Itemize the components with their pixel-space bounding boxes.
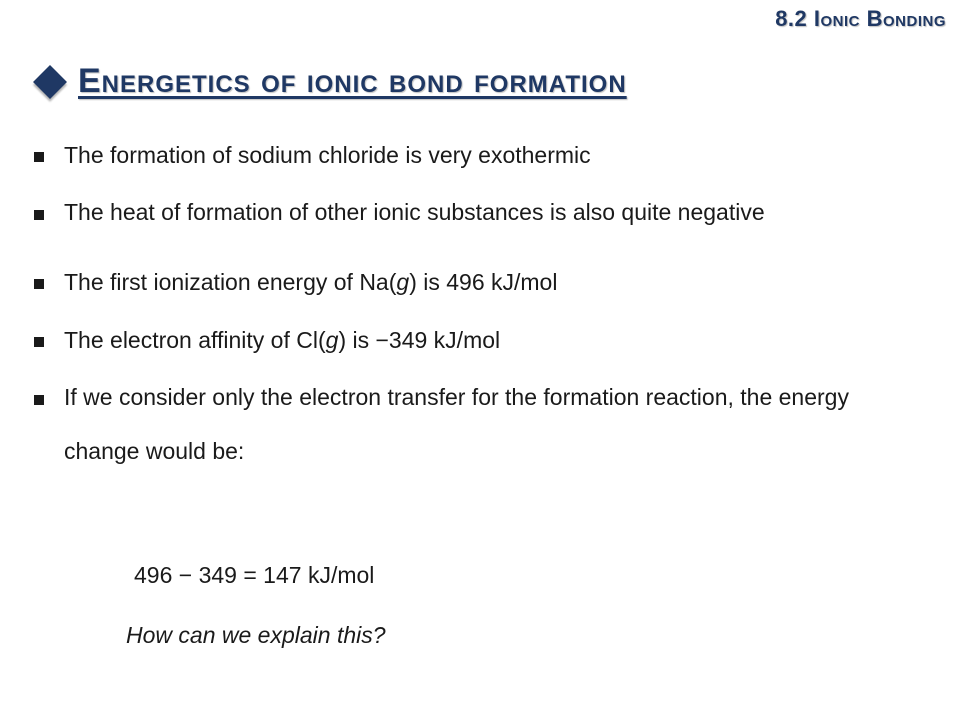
bullet-item [34,267,924,297]
section-label: 8.2 Ionic Bonding [775,6,946,31]
bullet-text: The first ionization energy of Na(g) is 496 kJ/mol [64,269,558,295]
bullet-item [34,325,924,355]
bullet-text: The heat of formation of other ionic substances is also quite negative [64,199,765,225]
bullet-text: The formation of sodium chloride is very exothermic [64,142,591,168]
square-bullet-icon [34,395,44,405]
title-row [30,62,627,101]
bullet-text: If we consider only the electron transfer for the formation reaction, the energy change would be: [64,384,849,464]
diamond-bullet-icon [33,65,67,99]
bullet-item [34,140,924,170]
bullet-item [34,198,924,239]
bullet-item [34,383,924,478]
question-text: How can we explain this? [126,622,386,648]
bullet-text: The electron affinity of Cl(g) is −349 kJ/mol [64,327,501,353]
bullet-list [34,140,924,506]
square-bullet-icon [34,152,44,162]
square-bullet-icon [34,337,44,347]
slide-title: Energetics of ionic bond formation [78,62,627,100]
energy-equation: 496 − 349 = 147 kJ/mol [134,562,375,588]
square-bullet-icon [34,210,44,220]
square-bullet-icon [34,279,44,289]
